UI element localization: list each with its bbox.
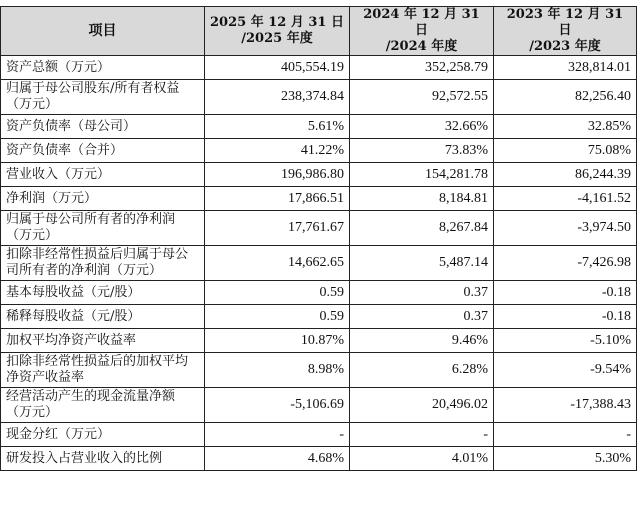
- header-row: [1, 7, 637, 56]
- header-2023-date: 2023 年 12 月 31 日: [506, 7, 624, 38]
- header-item-label: 项目: [88, 23, 117, 39]
- table-row: [1, 281, 637, 305]
- value-2023: -5.10%: [494, 329, 637, 353]
- value-2025: 17,761.67: [205, 211, 350, 246]
- value-2023: -7,426.98: [494, 246, 637, 281]
- table-row: [1, 139, 637, 163]
- value-2024: 4.01%: [350, 447, 494, 471]
- row-label: 研发投入占营业收入的比例: [1, 447, 205, 471]
- value-2024: 352,258.79: [350, 56, 494, 80]
- row-label: 现金分红（万元）: [1, 423, 205, 447]
- header-2025-date: 2025 年 12 月 31 日: [210, 15, 344, 30]
- row-label: 资产总额（万元）: [1, 56, 205, 80]
- value-2024: 20,496.02: [350, 388, 494, 423]
- value-2023: -0.18: [494, 305, 637, 329]
- table-row: [1, 163, 637, 187]
- table-row: [1, 246, 637, 281]
- header-2024-period: /2024 年度: [385, 39, 458, 54]
- table-row: [1, 305, 637, 329]
- value-2024: 0.37: [350, 281, 494, 305]
- row-label: 基本每股收益（元/股）: [1, 281, 205, 305]
- row-label: 经营活动产生的现金流量净额（万元）: [1, 388, 205, 423]
- header-item: [1, 7, 205, 56]
- row-label: 归属于母公司股东/所有者权益（万元）: [1, 80, 205, 115]
- header-2024: [350, 7, 494, 56]
- row-label: 扣除非经常性损益后的加权平均净资产收益率: [1, 353, 205, 388]
- table-row: [1, 56, 637, 80]
- value-2024: 92,572.55: [350, 80, 494, 115]
- value-2024: -: [350, 423, 494, 447]
- value-2023: 32.85%: [494, 115, 637, 139]
- table-row: [1, 187, 637, 211]
- row-label: 资产负债率（母公司）: [1, 115, 205, 139]
- value-2025: -5,106.69: [205, 388, 350, 423]
- value-2024: 154,281.78: [350, 163, 494, 187]
- value-2023: -: [494, 423, 637, 447]
- row-label: 净利润（万元）: [1, 187, 205, 211]
- table-row: [1, 353, 637, 388]
- value-2025: 238,374.84: [205, 80, 350, 115]
- row-label: 营业收入（万元）: [1, 163, 205, 187]
- table-header: [1, 7, 637, 56]
- value-2024: 73.83%: [350, 139, 494, 163]
- value-2024: 32.66%: [350, 115, 494, 139]
- table-row: [1, 423, 637, 447]
- value-2024: 5,487.14: [350, 246, 494, 281]
- row-label: 加权平均净资产收益率: [1, 329, 205, 353]
- row-label: 稀释每股收益（元/股）: [1, 305, 205, 329]
- value-2025: 10.87%: [205, 329, 350, 353]
- value-2023: 82,256.40: [494, 80, 637, 115]
- header-2025: [205, 7, 350, 56]
- value-2025: 4.68%: [205, 447, 350, 471]
- header-2025-period: /2025 年度: [241, 31, 313, 46]
- header-2024-date: 2024 年 12 月 31 日: [363, 7, 480, 38]
- value-2025: 41.22%: [205, 139, 350, 163]
- value-2025: 8.98%: [205, 353, 350, 388]
- value-2024: 9.46%: [350, 329, 494, 353]
- value-2023: -17,388.43: [494, 388, 637, 423]
- table-row: [1, 447, 637, 471]
- row-label: 扣除非经常性损益后归属于母公司所有者的净利润（万元）: [1, 246, 205, 281]
- value-2024: 8,267.84: [350, 211, 494, 246]
- value-2023: 328,814.01: [494, 56, 637, 80]
- value-2025: 5.61%: [205, 115, 350, 139]
- value-2025: 0.59: [205, 305, 350, 329]
- row-label: 归属于母公司所有者的净利润（万元）: [1, 211, 205, 246]
- value-2023: 5.30%: [494, 447, 637, 471]
- value-2023: -9.54%: [494, 353, 637, 388]
- header-2023: [494, 7, 637, 56]
- value-2023: 75.08%: [494, 139, 637, 163]
- value-2025: 405,554.19: [205, 56, 350, 80]
- value-2024: 0.37: [350, 305, 494, 329]
- table-row: [1, 329, 637, 353]
- value-2023: 86,244.39: [494, 163, 637, 187]
- table-row: [1, 80, 637, 115]
- value-2023: -0.18: [494, 281, 637, 305]
- value-2024: 6.28%: [350, 353, 494, 388]
- header-2023-period: /2023 年度: [529, 39, 601, 54]
- value-2023: -3,974.50: [494, 211, 637, 246]
- value-2025: 14,662.65: [205, 246, 350, 281]
- value-2025: 196,986.80: [205, 163, 350, 187]
- table-row: [1, 388, 637, 423]
- table-row: [1, 211, 637, 246]
- table-body: [1, 56, 637, 471]
- value-2024: 8,184.81: [350, 187, 494, 211]
- row-label: 资产负债率（合并）: [1, 139, 205, 163]
- value-2023: -4,161.52: [494, 187, 637, 211]
- value-2025: 0.59: [205, 281, 350, 305]
- value-2025: 17,866.51: [205, 187, 350, 211]
- financial-summary-table: [0, 6, 637, 471]
- value-2025: -: [205, 423, 350, 447]
- table-row: [1, 115, 637, 139]
